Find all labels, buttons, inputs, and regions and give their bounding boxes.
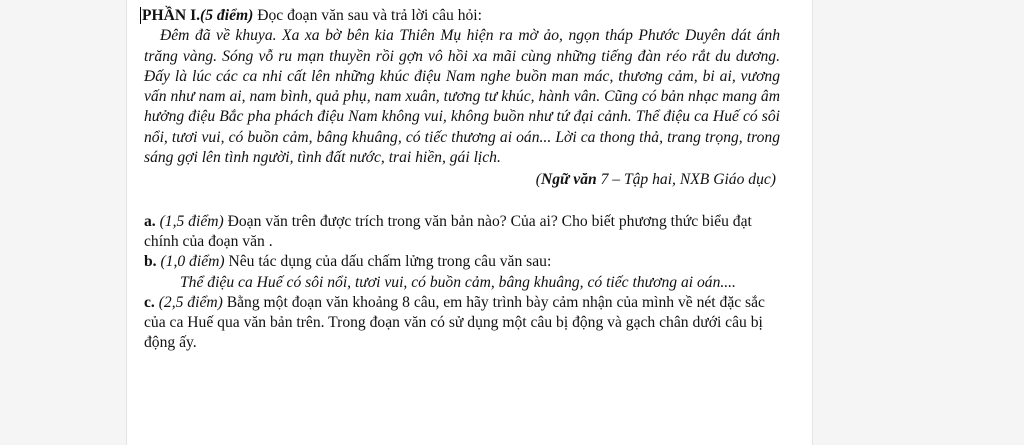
- passage-text: Đêm đã về khuya. Xa xa bờ bên kia Thiên Mụ hiện ra mờ ảo, ngọn tháp Phước Duyên dát ánh trăng vàng. Sóng vỗ ru mạn thuyền rồi gợn vô hồi xa mãi cùng những tiếng đàn réo rắt du dương. Đấy là lúc các ca nhi cất lên những khúc điệu Nam nghe buồn man mác, thương cảm, bi ai, vương vấn như nam ai, nam bình, quả phụ, nam xuân, tương tư khúc, hành vân. Cũng có bản nhạc mang âm hưởng điệu Bắc pha phách điệu Nam không vui, không buồn như tứ đại cảnh. Thể điệu ca Huế có sôi nổi, tươi vui, có buồn cảm, bâng khuâng, có tiếc thương ai oán... Lời ca thong thả, trang trọng, trong sáng gợi lên tình người, tình đất nước, trai hiền, gái lịch.: [144, 27, 780, 167]
- quoted-sentence: Thể điệu ca Huế có sôi nổi, tươi vui, có buồn cảm, bâng khuâng, có tiếc thương ai oán....: [180, 273, 736, 291]
- source-book: Ngữ văn: [540, 171, 597, 189]
- question-c: [144, 293, 780, 354]
- question-b: [144, 252, 780, 272]
- document-page: [127, 0, 812, 445]
- source-open: (: [535, 171, 541, 189]
- section-instruction: Đọc đoạn văn sau và trả lời câu hỏi:: [253, 7, 482, 24]
- question-points: (1,5 điểm): [155, 212, 224, 230]
- document-content: [144, 6, 780, 354]
- source-rest: 7 – Tập hai, NXB Giáo dục): [596, 171, 776, 189]
- question-letter: c.: [144, 293, 155, 311]
- question-text: Bằng một đoạn văn khoảng 8 câu, em hãy trình bày cảm nhận của mình về nét đặc sắc của ca Huế qua văn bản trên. Trong đoạn văn có sử dụng một câu bị động và gạch chân dưới câu bị động ấy.: [144, 293, 765, 352]
- section-points: (5 điểm): [200, 7, 254, 24]
- section-part-label: PHẦN I.: [142, 7, 201, 24]
- question-a: [144, 212, 780, 253]
- question-text: Đoạn văn trên được trích trong văn bản nào? Của ai? Cho biết phương thức biểu đạt chính của đoạn văn .: [144, 212, 752, 250]
- source-citation: [144, 170, 780, 190]
- left-margin: [0, 0, 127, 445]
- question-letter: a.: [144, 212, 156, 230]
- question-text: Nêu tác dụng của dấu chấm lửng trong câu văn sau:: [224, 253, 552, 271]
- section-heading: [140, 6, 780, 26]
- right-margin: [812, 0, 1024, 445]
- question-letter: b.: [144, 253, 157, 271]
- question-points: (1,0 điểm): [156, 253, 225, 271]
- question-points: (2,5 điểm): [154, 293, 223, 311]
